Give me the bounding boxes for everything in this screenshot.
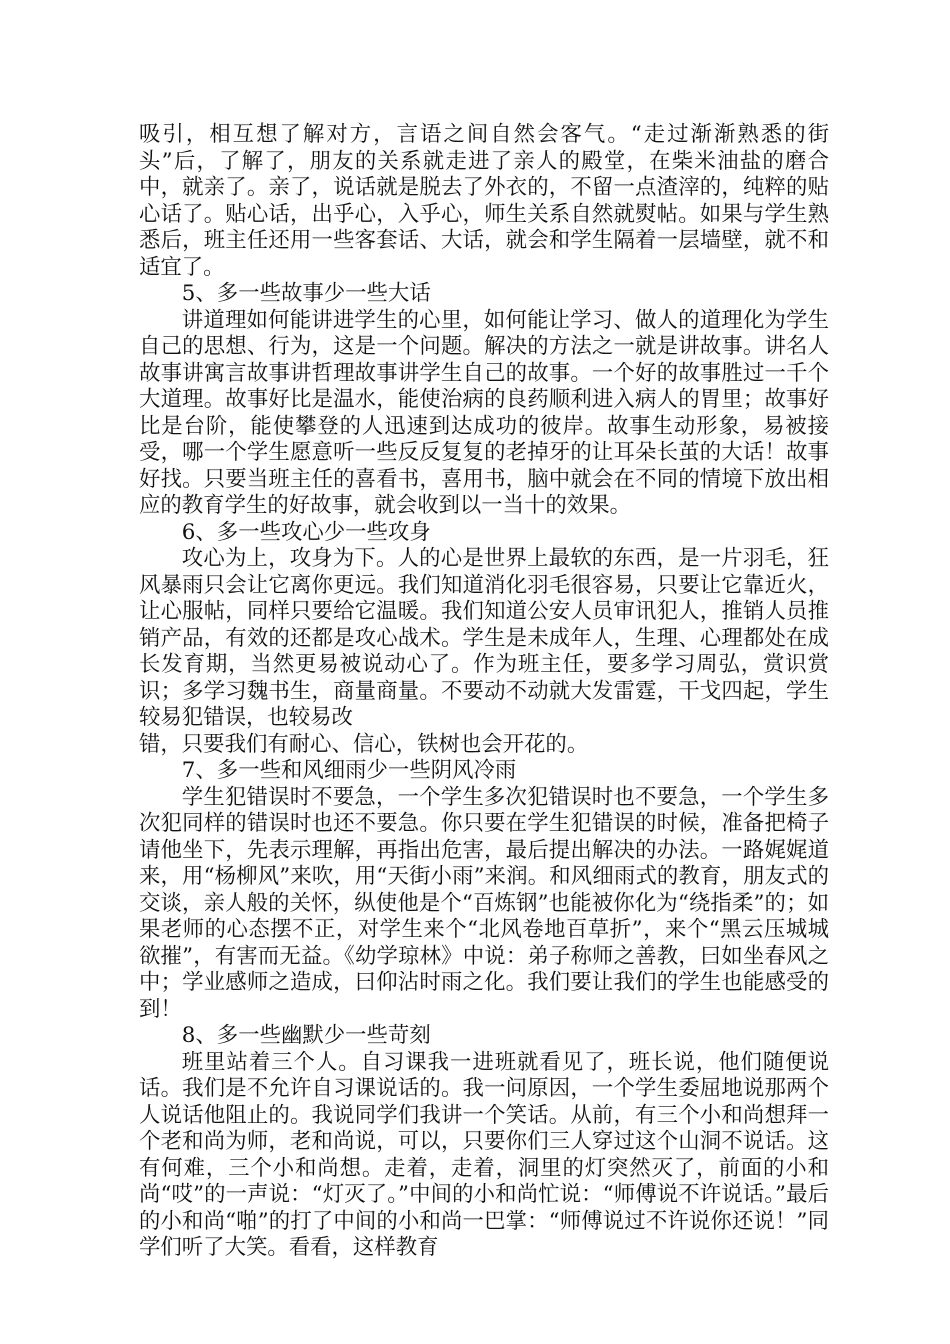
paragraph-continuation: 吸引，相互想了解对方，言语之间自然会客气。“走过渐渐熟悉的街头”后，了解了，朋友的关系就走进了亲人的殿堂，在柴米油盐的磨合中，就亲了。亲了，说话就是脱去了外衣的，不留一点渣滓的，纯粹的贴心话了。贴心话，出乎心，入乎心，师生关系自然就熨帖。如果与学生熟悉后，班主任还用一些客套话、大话，就会和学生隔着一层墙壁，就不和适宜了。: [139, 122, 829, 280]
document-body: [139, 122, 829, 1262]
paragraph-stories: 讲道理如何能讲进学生的心里，如何能让学习、做人的道理化为学生自己的思想、行为，这是一个问题。解决的方法之一就是讲故事。讲名人故事讲寓言故事讲哲理故事讲学生自己的故事。一个好的故事胜过一千个大道理。故事好比是温水，能使治病的良药顺利进入病人的胃里；故事好比是台阶，能使攀登的人迅速到达成功的彼岸。故事生动形象，易被接受，哪一个学生愿意听一些反反复复的老掉牙的让耳朵长茧的大话！故事好找。只要当班主任的喜看书，喜用书，脑中就会在不同的情境下放出相应的教育学生的好故事，就会收到以一当十的效果。: [139, 307, 829, 518]
paragraph-humor: 班里站着三个人。自习课我一进班就看见了，班长说，他们随便说话。我们是不允许自习课说话的。我一问原因，一个学生委屈地说那两个人说话他阻止的。我说同学们我讲一个笑话。从前，有三个小和尚想拜一个老和尚为师，老和尚说，可以，只要你们三人穿过这个山洞不说话。这有何难，三个小和尚想。走着，走着，洞里的灯突然灭了，前面的小和尚“哎”的一声说：“灯灭了。”中间的小和尚忙说：“师傅说不许说话。”最后的小和尚“啪”的打了中间的小和尚一巴掌：“师傅说过不许说你还说！”同学们听了大笑。看看，这样教育: [139, 1049, 829, 1260]
paragraph-gentle: 学生犯错误时不要急，一个学生多次犯错误时也不要急，一个学生多次犯同样的错误时也还不要急。你只要在学生犯错误的时候，准备把椅子请他坐下，先表示理解，再指出危害，最后提出解决的办法。一路娓娓道来，用“杨柳风”来吹，用“天街小雨”来润。和风细雨式的教育，朋友式的交谈，亲人般的关怀，纵使他是个“百炼钢”也能被你化为“绕指柔”的；如果老师的心态摆不正，对学生来个“北风卷地百草折”，来个“黑云压城城欲摧”，有害而无益。《幼学琼林》中说：弟子称师之善教，曰如坐春风之中；学业感师之造成，曰仰沾时雨之化。我们要让我们的学生也能感受的到！: [139, 784, 829, 1022]
paragraph-heart: 攻心为上，攻身为下。人的心是世界上最软的东西，是一片羽毛，狂风暴雨只会让它离你更远。我们知道消化羽毛很容易，只要让它靠近火，让心服帖，同样只要给它温暖。我们知道公安人员审讯犯人，推销人员推销产品，有效的还都是攻心战术。学生是未成年人，生理、心理都处在成长发育期，当然更易被说动心了。作为班主任，要多学习周弘，赏识赏识；多学习魏书生，商量商量。不要动不动就大发雷霆，干戈四起，学生较易犯错误，也较易改: [139, 546, 829, 730]
section-heading-7: 7、多一些和风细雨少一些阴风冷雨: [181, 758, 517, 783]
section-heading-6: 6、多一些攻心少一些攻身: [181, 519, 431, 545]
section-heading-8: 8、多一些幽默少一些苛刻: [181, 1023, 431, 1048]
paragraph-heart-end: 错，只要我们有耐心、信心，铁树也会开花的。: [139, 731, 589, 757]
section-heading-5: 5、多一些故事少一些大话: [181, 281, 431, 306]
